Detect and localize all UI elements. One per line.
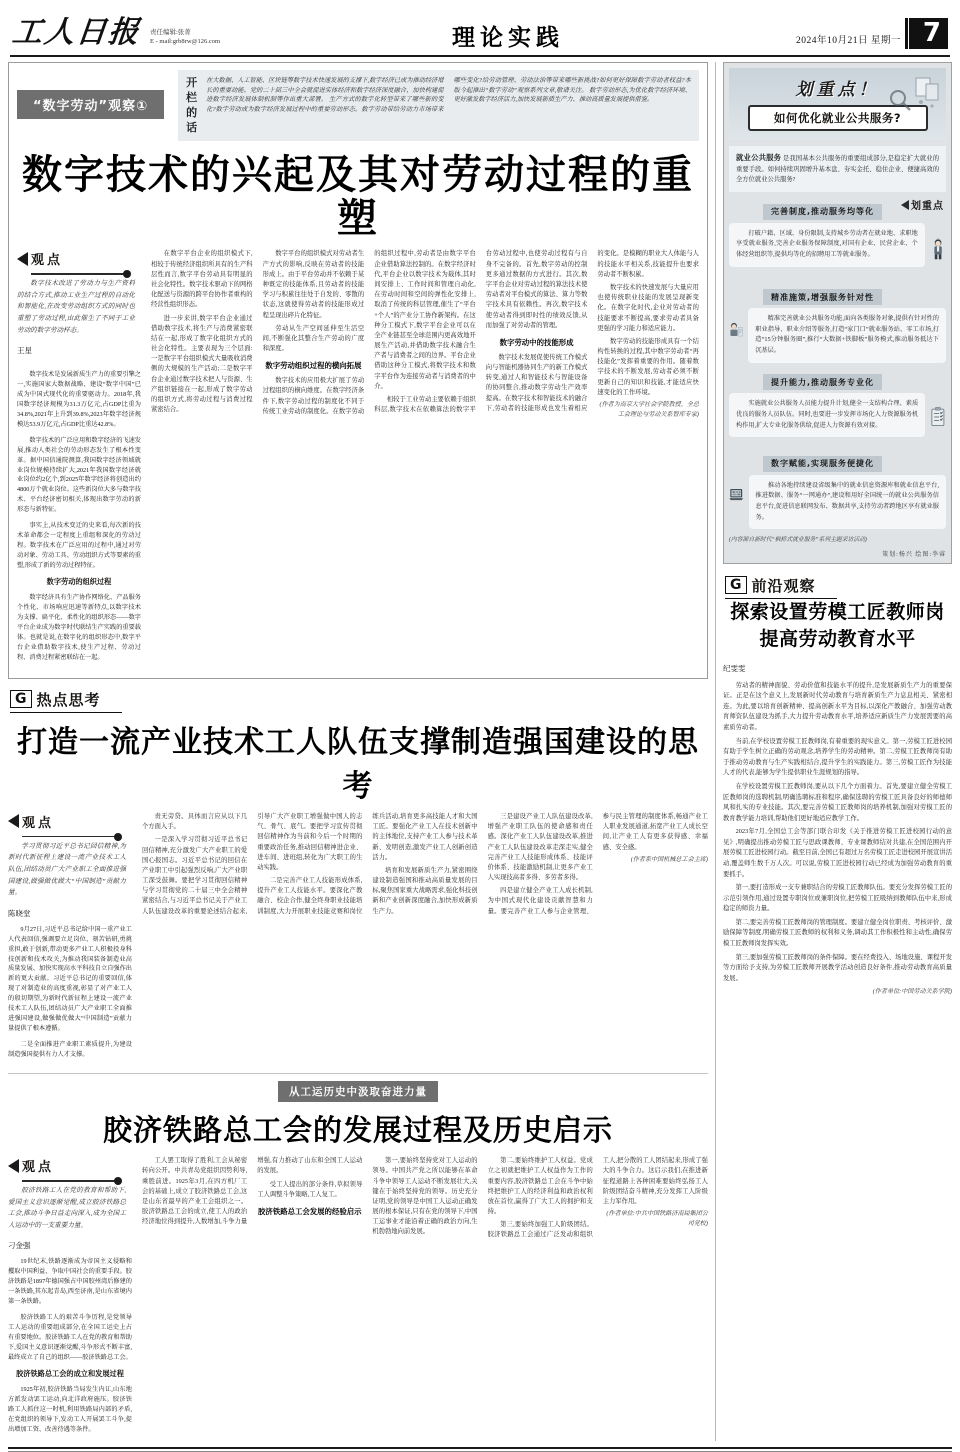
infographic-lead-text: 是我国基本公共服务的重要组成部分,是稳定扩大就业的重要手段。如何持续巩固增升基本盘、夯实金托、稳住企业、便捷高效的全方位就业公共服务?	[736, 155, 939, 184]
paragraph: 工人罢工取得了胜利,工会从秘密转向公开。中共青岛党组织因势利导,乘胜前进。1925年3月,在四方机厂工会的基础上,成立了胶济铁路总工会,这是山东省最早的产业工会组织之一。胶济铁路总工会的成立,使工人的政治经济地位得到提升,人数增加,斗争力量增强,有力推动了山东和全国工人运动的发展。	[142, 1157, 363, 1226]
article-digital-labor	[8, 62, 708, 679]
viewpoint-rule-3	[8, 1177, 126, 1185]
article-industrial-workers	[8, 689, 708, 1066]
masthead	[8, 0, 952, 52]
page-body	[8, 62, 952, 1441]
masthead-email: E - mail:grb8rw@126.com	[150, 38, 221, 46]
infographic-section-3	[729, 372, 946, 445]
paragraph: 劳动从生产空间延伸至生活空间,不断强化其整合生产劳动的广度和深度。	[262, 324, 365, 353]
masthead-center	[220, 19, 796, 52]
article3-ribbon: 从工运历史中汲取奋进力量	[278, 1081, 438, 1102]
paragraph: 三是建设产业工人队伍建设改革,增强产业职工队伍的使命感和责任感。深化产业工人队伍建设改革,推进产业工人队伍建设改革走深走实,健全完善产业工人技能形成体系、技能评价体系、技能激励机制,让更多产业工人实现技高者多得、多劳者多得。	[487, 812, 593, 882]
paragraph: 在学校设置劳模工匠教师岗,要从以下几个方面着力。首先,要建立健全劳模工匠教师岗的选聘机制,明确选聘标准和程序,确保选聘的劳模工匠具备良好的师德师风和扎实的专业技能。其次,要完善劳模工匠教师岗的培养机制,加强对劳模工匠的教育教学能力培训,帮助他们更好地适应教学工作。	[723, 782, 952, 822]
infographic-section-4	[729, 453, 946, 529]
article1-subhead-3: 数字劳动中的技能形成	[499, 337, 574, 347]
issue-date: 2024年10月21日 星期一	[796, 36, 901, 46]
section-title: 理论实践	[452, 25, 565, 51]
article2-sidebar	[8, 812, 132, 1066]
article2-col1-text	[8, 925, 132, 1060]
paragraph: 数字技术是发展新质生产力的重要引擎之一,实施国家大数据战略、建设“数字中国”已成为中国式现代化的重要驱动力。2018年,我国数字经济规模为31.3万亿元,占GDP比重为34.8%,2021年上升到39.8%,2023年数字经济规模达53.9万亿元,占GDP比重达42.8%。	[17, 371, 141, 428]
paragraph: 数字劳动的技能形成具有一个结构性转换的过程,其中数字劳动者“再技能化”发挥着重要的作用。随着数字技术的不断发展,劳动者必须不断更新自己的知识和技能,才能适应快速变化的工作环境。	[597, 337, 699, 396]
infographic-section-heading: 数字赋能,实现服务便捷化	[763, 456, 882, 472]
article3-source-note: (作者单位:中共中国铁路济南局集团公司党校)	[606, 1211, 708, 1227]
infographic-section-row	[729, 305, 946, 363]
paragraph: 第三,要始终加强工人阶级团结。胶济铁路总工会通过广泛发动和组织工人,把分散的工人团结起来,形成了强大的斗争合力。这启示我们,在推进新征程道路上各种困难要始终弘扬工人阶级团结奋斗精神,充分发挥工人阶级主力军作用。	[487, 1157, 708, 1239]
infographic-header	[729, 68, 946, 140]
article2-flow	[8, 812, 708, 1066]
infographic-section-heading: 提升能力,推动服务专业化	[763, 374, 882, 390]
article1-byline: 王星	[17, 346, 32, 356]
article1-flow	[17, 249, 699, 669]
paragraph: 数字经济具有生产协作网络化、产品服务个性化、市场响应迅速等新特点,以数字技术为支撑、扁平化、柔性化的组织形态——数字平台企业成为数字时代联结生产实践的重要载体。也就是说,在数字化的组织形态中,数字平台企业借助数字技术,使生产过程、劳动过程、消费过程紧密联结在一起。	[17, 594, 141, 661]
paragraph: 第一,要始终坚持党对工人运动的领导。中国共产党之所以能够在革命斗争中领导工人运动不断发展壮大,关键在于始终坚持党的领导。历史充分证明,党的领导是中国工人运动正确发展的根本保证,只有在党的领导下,中国工运事业才能沿着正确的政治方向,生机勃勃地向前发展。	[372, 1157, 478, 1236]
paragraph: 第一,要打造形成一支专兼职结合的劳模工匠教师队伍。要充分发挥劳模工匠的示范引领作用,通过设置专职岗位或兼职岗位,把劳模工匠吸纳到教师队伍中来,形成稳定的师资力量。	[723, 884, 952, 913]
article3-col1-text	[8, 1257, 132, 1434]
paragraph: 数字平台的组织模式对劳动者生产方式的影响,反映在劳动者的技能形成上。由于平台劳动并不依赖于某种既定的技能体系,且劳动者的技能学习与积累往往处于自发的、零散的状态,这就使得劳动者的技能形成过程呈现出碎片化特征。	[262, 250, 365, 319]
main-column	[8, 62, 708, 1441]
article-labor-model-teacher-post	[723, 575, 952, 998]
viewpoint-head-2	[8, 812, 126, 833]
paragraph: 第三,要加强劳模工匠教师岗的条件保障。要在经费投入、场地设施、课程开发等方面给予支持,为劳模工匠教师开展教学活动创造良好条件,推动劳动教育高质量发展。	[723, 953, 952, 982]
article3-flow	[8, 1156, 708, 1441]
masthead-rule	[10, 55, 950, 57]
article-divider	[8, 1073, 708, 1074]
infographic-section-text: 推动各地持续建设省级集中的就业信息资源库和就业信息平台,推进数据、服务“一网通办”,建设和用好全国统一的就业公共服务信息平台,促进信息联网发布、数据共享,支持劳动者跨地区享有就业服务。	[749, 475, 946, 530]
infographic-section-text: 打破户籍、区域、身份限制,支持城乡劳动者在就业地、求职地享受就业服务,完善企业服务保障制度,对国有企业、民营企业、个体经营组织等,提供均等化的招聘用工等就业服务。	[729, 223, 925, 267]
article2-source-note: (作者系中国机械总工会主席)	[630, 856, 708, 863]
arrow-left-icon	[901, 200, 909, 210]
article3-subhead-2: 胶济铁路总工会发展的经验启示	[258, 1206, 362, 1216]
paragraph: 当前,在学校设置劳模工匠教师岗,有着重要的现实意义。第一,劳模工匠进校园有助于学生树立正确的劳动观念,培养学生的劳动精神。第二,劳模工匠教师岗有助于推动劳动教育与生产实践相结合,提升学生的实践能力。第三,劳模工匠作为技能人才的代表,能够为学生提供职业生涯规划的指导。	[723, 737, 952, 777]
side-article-flag-label: 前沿观察	[751, 576, 816, 595]
infographic-section-heading: 精准施策,增强服务针对性	[763, 289, 882, 305]
viewpoint-title-1: 观点	[31, 253, 64, 269]
article1-source-note: (作者为南京大学社会学院教授、全总工会理论与劳动关系智库专家)	[599, 402, 699, 418]
infographic-section-heading: 完善制度,推动服务均等化	[763, 204, 882, 220]
paragraph: 培育和发展新质生产力,紧密围绕建设制造强国和推动高质量发展的目标,聚焦国家重大战略需求,强化科技创新和产业创新深度融合,加快形成新质生产力。	[372, 866, 478, 915]
viewpoint-rule-1	[17, 270, 135, 278]
page-bottom-rule	[8, 1447, 952, 1449]
paragraph: 9月27日,习近平总书记给中国一重产业工人代表回信,强调要立足岗位、刻苦钻研,勇挑重担,敢于创新,带动更多产业工人积极投身科技创新和技术攻关,为推动我国装备制造业高质量发展、加快实现高水平科技自立自强作出新的更大贡献。习近平总书记的重要回信,体现了对制造业的高度重视,彰显了对产业工人的殷切期望,为新时代新征程上建设一流产业技术工人队伍,团结动员广大产业职工全面推进强国建设,做强做优做大“中国制造”贡献力量提供了根本遵循。	[8, 925, 132, 1032]
viewpoint-text-2: 学习贯彻习近平总书记回信精神,为新时代新征程上建设一流产业技术工人队伍,团结动员广大产业职工全面推进强国建设,做强做优做大“中国制造”贡献力量。	[8, 842, 126, 897]
article1-sidebar	[17, 249, 141, 669]
article2-headline: 打造一流产业技术工人队伍支撑制造强国建设的思考	[17, 724, 699, 804]
infographic-credit: 策划:杨兴 绘图:李睿	[882, 551, 946, 558]
side-article-headline-line1: 探索设置劳模工匠教师岗	[730, 600, 945, 623]
infographic-section-row	[729, 220, 946, 278]
article1-headline: 数字技术的兴起及其对劳动过程的重塑	[22, 152, 694, 243]
badge-label: 划重点	[911, 201, 944, 213]
megaphone-icon	[8, 814, 19, 828]
viewpoint-box-3	[8, 1156, 126, 1231]
viewpoint-text-1: 数字技术改进了劳动力与生产资料的结合方式,推动工业生产过程的自动化和智能化,在改变劳动组织方式的同时也重塑了劳动过程,由此催生了不同于工业劳动的数字劳动样态。	[17, 280, 135, 334]
article3-subhead-1: 胶济铁路总工会的成立和发展过程	[16, 1369, 124, 1379]
documents-icon	[888, 76, 940, 116]
article1-subhead-2: 数字劳动组织过程的横向拓展	[265, 361, 362, 371]
person-standing-icon	[930, 220, 946, 278]
article3-sidebar	[8, 1156, 132, 1441]
side-article-source-note: (作者单位:中国劳动关系学院)	[872, 989, 952, 996]
opening-remarks-text: 在大数据、人工智能、区块链等数字技术快速发展的支撑下,数字经济已成为推动经济增长的重要动能。党的二十届三中全会就促进实体经济和数字经济深度融合、加快构建促进数字经济发展体制机制等作出重大部署。 生产方式的数字化转型带来了哪些新的变化?数字劳动成为数字经济发展过程中的重要劳动形态。数字劳动带给劳动力市场带来哪些变化?给劳动管理、劳动法治等带来哪些新挑战?如何更好保障数字劳动者权益?本版今起推出“数字劳动”观察系列文章,敬请关注。 数字劳动形态,为优化数字经济环境、更好激发数字经济活力,加快发展新质生产力、推动高质量发展提供借鉴。	[206, 77, 691, 113]
paragraph: 事实上,从技术变迁的史来看,每次新的技术革命都会一定程度上重组和深化的劳动过程。数字技术在广泛应用的过程中,通过对劳动对象、劳动工具、劳动组织方式等要素的重塑,形成了新的劳动过程特征。	[17, 522, 141, 569]
opening-remarks-box	[178, 70, 699, 141]
viewpoint-title-3: 观点	[22, 1160, 55, 1176]
newspaper-logo: 工人日报	[10, 15, 143, 50]
infographic-lead	[729, 146, 946, 192]
side-column	[715, 62, 952, 1441]
paragraph: 劳动者的精神面貌、劳动价值和技能水平的提升,是发展新质生产力的重要保证。正是在这个意义上,发展新时代劳动教育与培育新质生产力息息相关、紧密相连。为此,要以培育创新精神、提高创新水平为目标,以深化产教融合、加强劳动教育师资队伍建设为抓手,大力提升劳动教育水平,培养适应新质生产力发展需要的高素质劳动者。	[723, 681, 952, 732]
paragraph: 2023年7月,全国总工会等部门联合印发《关于推进劳模工匠进校园行动的意见》,明确提出推动劳模工匠与思政课教师、专业课教师结对共建,在全国范围内开展劳模工匠进校园行动。截至目前,全国已有超过万名劳模工匠走进校园开展宣讲活动,覆盖师生数千万人次。可以说,劳模工匠进校园行动已经成为加强劳动教育的重要抓手。	[723, 828, 952, 878]
infographic-section-text: 精准完善就业公共服务功能,面向各类服务对象,提供有针对性的职业指导、职业介绍等服务,打造“家门口”就业服务站、零工市场,打造“15分钟服务圈”,推行“大数据+铁脚板”服务模式,推动服务抵达下沉基层。	[748, 308, 946, 363]
infographic-footnote: (内容源自新时代“枫桥式就业服务”系列主题采访活动)	[729, 537, 867, 544]
article3-body-columns	[142, 1156, 708, 1441]
paragraph: 胶济铁路工人的艰苦斗争历程,是党领导工人运动的重要组成部分,在全国工运史上占有重要地位。胶济铁路工人在党的教育和帮助下,爱国主义意识逐渐觉醒,斗争形式不断丰富,最终成立了自己的组织——胶济铁路总工会。	[8, 1314, 132, 1361]
viewpoint-head-3	[8, 1156, 126, 1177]
article3-headline: 胶济铁路总工会的发展过程及历史启示	[102, 1113, 613, 1148]
article2-flag	[10, 689, 708, 710]
paragraph: 19世纪末,铁路逐渐成为帝国主义侵略和攫取中国利益、争取中国社会的重要手段。胶济铁路是1897年德国强占中国胶州湾后修建的一条铁路,其东起青岛,西至济南,是山东省境内第一条铁路。	[8, 1258, 132, 1306]
infographic-section-2	[729, 287, 946, 363]
side-article-headline-line2: 提高劳动教育水平	[759, 628, 916, 651]
section-marker-icon: G	[725, 576, 747, 594]
paragraph: 数字技术的快速发展与大量应用也使传统职业技能的发展呈现新变化。在数字化时代,企业对劳动者的技能要求不断提高,要求劳动者具备更强的学习能力和适应能力。	[597, 283, 699, 332]
series-ribbon: “数字劳动”观察①	[17, 90, 164, 119]
article2-flag-underline	[10, 712, 122, 713]
megaphone-icon	[8, 1159, 19, 1173]
infographic-section-row	[729, 390, 946, 444]
side-article-byline: 纪雯雯	[723, 663, 746, 673]
viewpoint-box-2	[8, 812, 126, 899]
infographic-kicker: 划重点！	[795, 80, 880, 100]
paragraph: 进一步来讲,数字平台企业通过借助数字技术,将生产与消费紧密联结在一起,形成了数字化组织方式的社会化特性。主要表现为三个层面: 一是数字平台组织模式大量吸收消费侧的大规模的生产活动;二是数字平台企业通过数字技术把人与资源、生产组织链接在一起,形成了数字劳动的组织方式,将劳动过程与消费过程紧密结合。	[151, 314, 253, 414]
paragraph: 1925年初,胶济铁路当局发生内讧,山东地方派发动罢工运动,向北洋政府施压。胶济铁路工人抓住这一时机,利用铁路局内部的矛盾,在党组织的领导下,发动工人开展罢工斗争,提出增加工资、改善待遇等条件。	[8, 1386, 132, 1433]
paragraph: 相较于工业劳动主要依赖于组织科层,数字技术在依赖算法的数字平台劳动过程中,也使劳动过程有与自身不完备的。首先,数字劳动的控制更多通过数据的方式进行。其次,数字平台企业对劳动过程的算法技术使劳动者对平台模式的算法、算力等数字技术具有依赖性。再次,数字技术使劳动者得到即时性的绩效反馈,从而加强了对劳动者的管理。	[374, 250, 588, 414]
paragraph: 数字技术的应用极大扩展了劳动过程组织的横向维度。在数字经济条件下,数字劳动过程的制度化不同于传统工业劳动的制度化。在数字劳动的组织过程中,劳动者是由数字平台企业借助算法控制的。在数字经济时代,平台企业以数字技术为载体,其时间安排上、工作时间和管理自动化,在劳动时间和空间的弹性化安排上,取消了传统的科层管理,催生了“平台+个人”的产业分工协作新架构。在这种分工模式下,数字平台企业可以在全产业链甚至全球范围内更高效地开展生产活动,并借助数字技术融合生产者与消费者之间的边界。平台企业借助这种分工模式,将数字技术和数字平台作为连接劳动者与消费者的中介。	[262, 250, 476, 415]
side-article-body	[723, 681, 952, 998]
article1-col1-text	[17, 370, 141, 663]
page-number: 7	[909, 18, 948, 49]
side-article-flag	[725, 575, 952, 596]
paragraph: 二是完善产业工人技能形成体系,提升产业工人技能水平。要深化产教融合、校企合作,健全终身职业技能培训制度,大力开展职业技能竞赛和岗位练兵活动,培育更多高技能人才和大国工匠。要强化产业工人在技术创新中的主体地位,支持产业工人参与技术革新、发明创造,激发产业工人创新创造活力。	[257, 812, 478, 915]
article1-banner-row	[17, 70, 699, 141]
viewpoint-title-2: 观点	[22, 815, 55, 831]
infographic-section-row	[729, 472, 946, 530]
megaphone-icon	[17, 252, 28, 266]
paragraph: 受工人提出的部分条件,草拟领导工人调整斗争策略,工人复工。	[257, 1180, 363, 1198]
infographic-section-text: 实施就业公共服务人员能力提升计划,健全一支结构合理、素质优良的服务人员队伍。同时,也要进一步发挥市场化人力资源服务机构作用,扩大专业化服务供给,促进人力资源有效对接。	[729, 393, 925, 437]
infographic-employment-services	[723, 62, 952, 564]
viewpoint-head-1	[17, 249, 135, 270]
article1-subhead-1: 数字劳动的组织过程	[46, 577, 112, 587]
paragraph: 第二,要完善劳模工匠教师岗的管理制度。要建立健全岗位职责、考核评价、激励保障等制度,明确劳模工匠教师的权利和义务,调动其工作积极性和主动性,确保劳模工匠教师岗发挥实效。	[723, 918, 952, 948]
article3-byline: 刁金强	[8, 1241, 31, 1251]
paragraph: 二是全面推进产业职工素质提升,为建设制造强国提供有力人才支撑。	[8, 1041, 132, 1059]
article1-body-columns	[151, 249, 699, 669]
paragraph: 责无旁贷。具体而言应从以下几个方面入手。	[142, 812, 248, 831]
infographic-question: 如何优化就业公共服务?	[748, 105, 928, 131]
article2-body-columns	[142, 812, 708, 1066]
opening-remarks-label: 开栏的话	[186, 76, 198, 134]
paragraph: 一是深入学习贯彻习近平总书记回信精神,充分激发广大产业职工的爱国心报国志。习近平总书记的回信在产业职工中引起强烈反响,广大产业职工深受鼓舞。要把学习贯彻回信精神与学习贯彻党的二十届三中全会精神紧密结合,与习近平总书记关于产业工人队伍建设改革的重要论述结合起来,引导广大产业职工增强做中国人的志气、骨气、底气。要把学习宣传贯彻回信精神作为当前和今后一个时期的重要政治任务,推动回信精神进企业、进车间、进班组,转化为广大职工的生动实践。	[142, 812, 363, 915]
checklist-clipboard-icon	[930, 390, 946, 444]
viewpoint-box-1	[17, 249, 135, 336]
responsible-editor: 责任编辑:张菁	[150, 28, 191, 36]
viewpoint-rule-2	[8, 833, 126, 841]
article2-byline: 陈晓堂	[8, 908, 31, 918]
infographic-badge	[901, 197, 944, 212]
paragraph: 在数字平台企业的组织模式下,相较于传统经济组织所具有的生产科层性而言,数字平台劳动具有明显的社会化特性。数字技术驱动下的网格化配送与资源的跨平台协作者重构的经营性组织形态。	[151, 250, 253, 309]
article-jiaoji-railway-union	[8, 1081, 708, 1441]
article2-flag-label: 热点思考	[36, 690, 101, 709]
paragraph: 第二,要始终维护工人权益。党成立之初就把维护工人权益作为工作的重要内容,胶济铁路总工会在斗争中始终把维护工人的经济利益和政治权利放在首位,赢得了广大工人的拥护和支持。	[487, 1157, 593, 1216]
masthead-right	[796, 18, 948, 52]
paragraph: 数字技术发展促使传统工作模式向与智能机器协同生产的新工作模式转变,通过人和智能技术与智能设备的协同整合,推动数字劳动生产效率提高。在数字技术和智能技术的融合下,劳动者的技能形成也发生着相应的变化。是模糊的职业大人体能与人的技能水平相关系,技能提升也要求劳动者不断积累。	[485, 250, 699, 412]
laptop-data-icon	[729, 472, 744, 518]
viewpoint-text-3: 胶济铁路工人在党的教育和帮助下,爱国主义意识逐渐觉醒,成立胶济铁路总工会,推动斗争日益走向深入,成为全国工人运动中的一支重要力量。	[8, 1187, 126, 1229]
paragraph: 四是建立健全产业工人成长机制,为中国式现代化建设贡献智慧和力量。要完善产业工人参与企业管理、参与民主管理的制度体系,畅通产业工人职业发展通道,拓宽产业工人成长空间,让产业工人有更多获得感、幸福感、安全感。	[487, 812, 708, 915]
masthead-credits	[150, 28, 220, 53]
article3-ribbon-wrap	[8, 1081, 708, 1102]
paragraph: 数字技术的广泛应用和数字经济的飞速发展,推动人类社会的劳动形态发生了根本性变革。据中国信通院测算,我国数字经济领域就业岗位规模持续扩大,2021年我国数字经济就业岗位约2亿个,到2025年数字经济将创造出约4800万个就业岗位。这些新岗位大多与数字技术、平台经济密切相关,体现出数字劳动的新形态与新特征。	[17, 436, 141, 514]
infographic-lead-bold: 就业公共服务	[736, 153, 782, 162]
service-desk-icon	[729, 305, 743, 355]
infographic-section-1	[729, 201, 946, 278]
section-marker-icon: G	[10, 690, 32, 708]
